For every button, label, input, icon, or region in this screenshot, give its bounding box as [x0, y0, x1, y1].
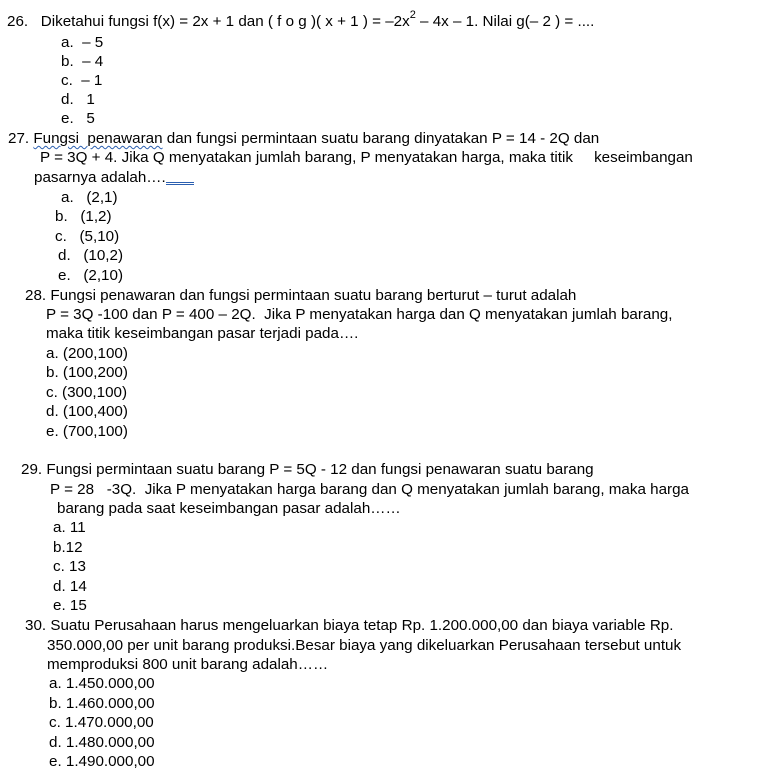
q30-line-3: memproduksi 800 unit barang adalah…… — [47, 656, 329, 673]
q30-option-c: c. 1.470.000,00 — [49, 714, 154, 731]
q30-option-d: d. 1.480.000,00 — [49, 734, 155, 751]
q26-option-d: d. 1 — [61, 91, 95, 108]
q28-option-e: e. (700,100) — [46, 423, 128, 440]
q30-number: 30. — [25, 617, 47, 634]
q29-option-a: a. 11 — [53, 519, 86, 536]
q26-exponent: 2 — [409, 9, 416, 21]
q28-stem-a: Fungsi penawaran dan fungsi permintaan suatu barang berturut – turut adalah — [50, 287, 577, 304]
q29-line-2: P = 28 -3Q. Jika P menyatakan harga barang dan Q menyatakan jumlah barang, maka harga — [50, 481, 689, 498]
q27-blank-marker — [166, 174, 194, 185]
q28-option-a: a. (200,100) — [46, 345, 128, 362]
q30-option-a: a. 1.450.000,00 — [49, 675, 155, 692]
q29-option-c: c. 13 — [53, 558, 86, 575]
q27-option-a: a. (2,1) — [61, 189, 118, 206]
q29-line-3: barang pada saat keseimbangan pasar adalah…… — [57, 500, 401, 517]
q27-line-2: P = 3Q + 4. Jika Q menyatakan jumlah barang, P menyatakan harga, maka titik keseimbangan — [40, 149, 693, 166]
q29-option-b: b.12 — [53, 539, 83, 556]
q29-stem-a: Fungsi permintaan suatu barang P = 5Q - 12 dan fungsi penawaran suatu barang — [46, 461, 594, 478]
q30-option-b: b. 1.460.000,00 — [49, 695, 155, 712]
q29-option-e: e. 15 — [53, 597, 87, 614]
q26-option-e: e. 5 — [61, 110, 95, 127]
q27-number: 27. — [8, 130, 30, 147]
q30-line-2: 350.000,00 per unit barang produksi.Besar biaya yang dikeluarkan Perusahaan tersebut untuk — [47, 637, 682, 654]
q26-stem-a: Diketahui fungsi f(x) = 2x + 1 dan ( f o g )( x + 1 ) = –2x — [40, 13, 410, 30]
q26-line-1 — [7, 9, 595, 31]
q27-option-e: e. (2,10) — [58, 267, 123, 284]
q30-line-1 — [25, 616, 673, 635]
q27-line-1 — [8, 129, 599, 148]
q30-stem-a: Suatu Perusahaan harus mengeluarkan biaya tetap Rp. 1.200.000,00 dan biaya variable Rp. — [50, 617, 674, 634]
q26-number: 26. — [7, 13, 29, 30]
q27-stem-a: dan fungsi permintaan suatu barang dinyatakan P = 14 - 2Q dan — [162, 130, 600, 147]
q27-option-d: d. (10,2) — [58, 247, 123, 264]
q28-line-3: maka titik keseimbangan pasar terjadi pada…. — [46, 325, 359, 342]
q26-option-c: c. – 1 — [61, 72, 103, 89]
q29-line-1 — [21, 460, 594, 479]
q26-option-a: a. – 5 — [61, 34, 104, 51]
q28-option-b: b. (100,200) — [46, 364, 128, 381]
q28-line-2: P = 3Q -100 dan P = 400 – 2Q. Jika P menyatakan harga dan Q menyatakan jumlah barang, — [46, 306, 673, 323]
q27-option-b: b. (1,2) — [55, 208, 112, 225]
q27-stem-c: pasarnya adalah…. — [34, 169, 166, 186]
q26-stem-b: – 4x – 1. Nilai g(– 2 ) = .... — [415, 13, 595, 30]
q30-option-e: e. 1.490.000,00 — [49, 753, 155, 770]
q28-option-d: d. (100,400) — [46, 403, 128, 420]
q28-line-1 — [25, 286, 576, 305]
q26-option-b: b. – 4 — [61, 53, 104, 70]
q28-option-c: c. (300,100) — [46, 384, 128, 401]
q27-option-c: c. (5,10) — [55, 228, 120, 245]
q29-number: 29. — [21, 461, 43, 478]
q27-line-3 — [34, 168, 194, 187]
q28-number: 28. — [25, 287, 47, 304]
q29-option-d: d. 14 — [53, 578, 87, 595]
q27-spellcheck-word: Fungsi penawaran — [33, 130, 163, 147]
